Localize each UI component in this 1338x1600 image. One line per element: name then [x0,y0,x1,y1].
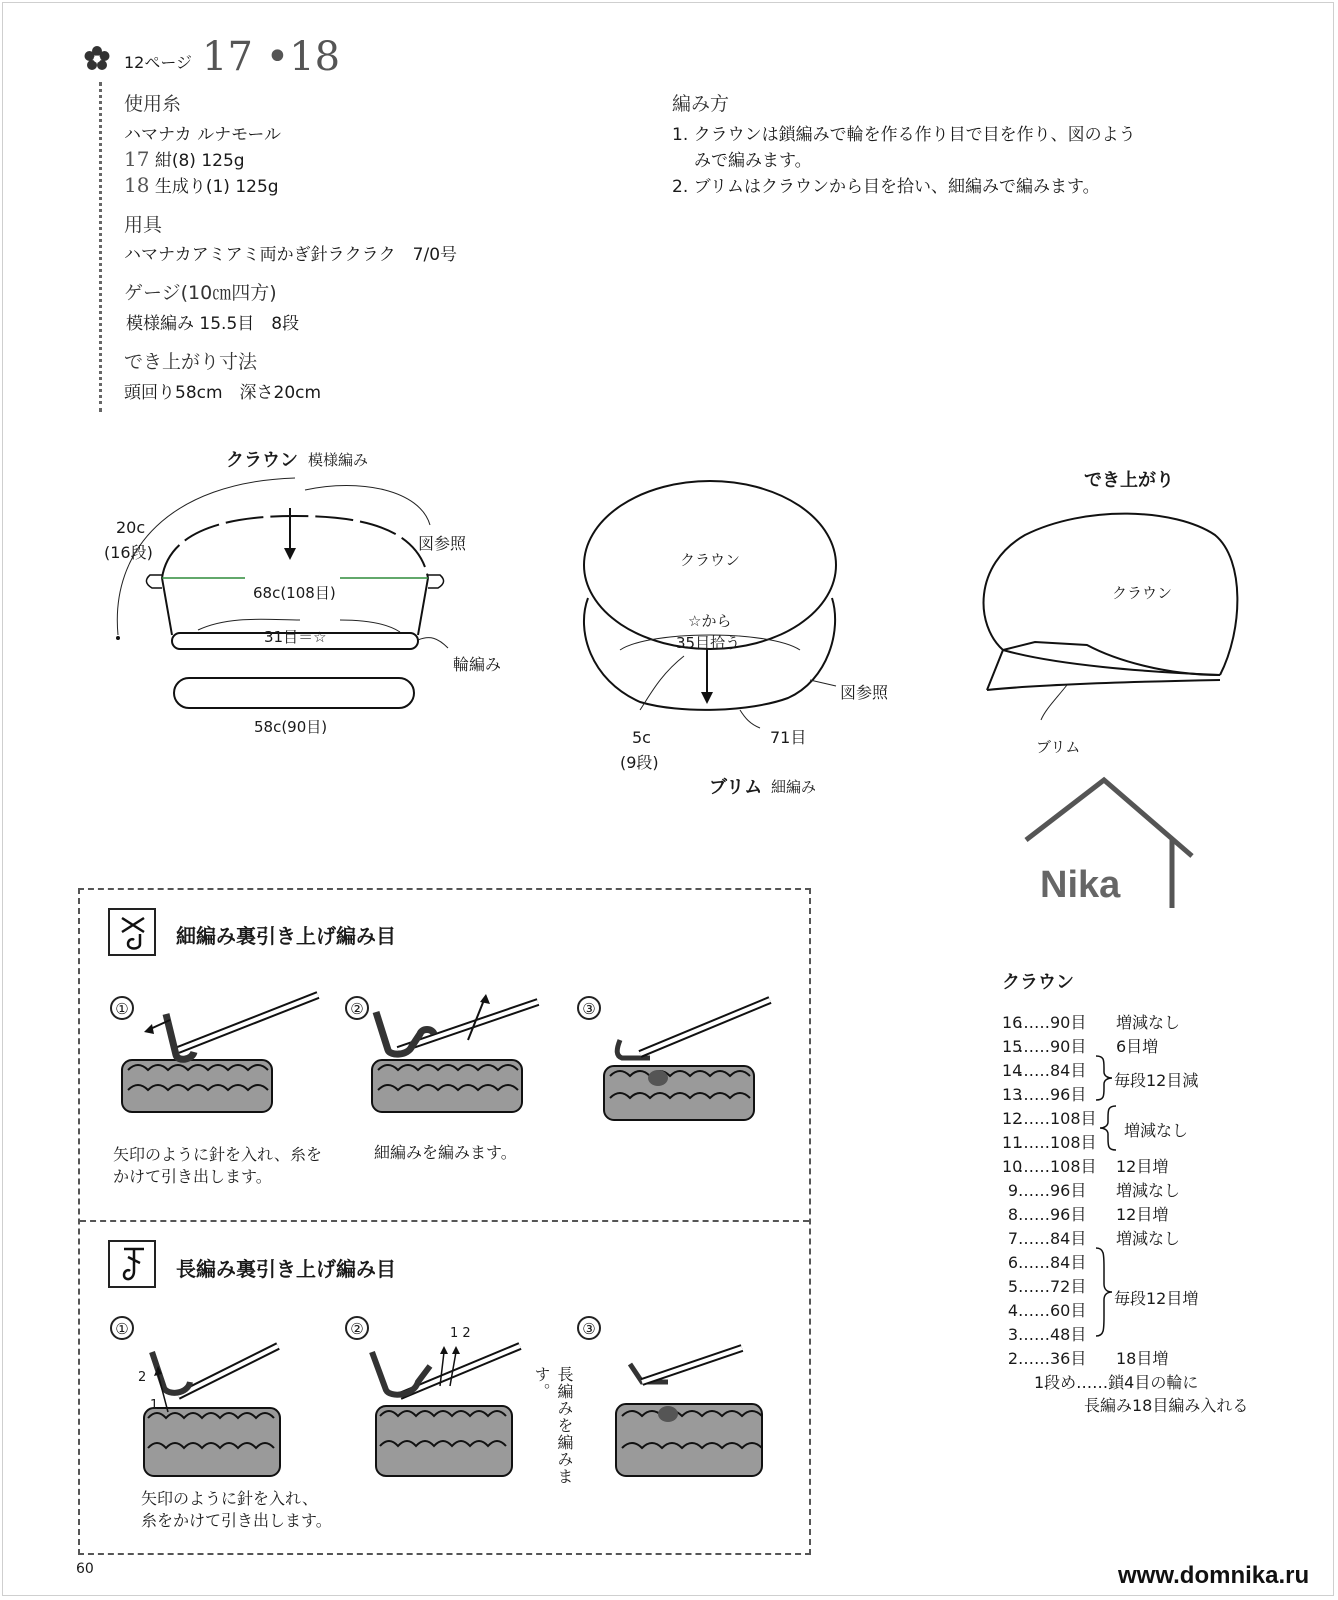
crown-row-number: 8 [1007,1205,1018,1224]
method-step1-line2: みで編みます。 [694,151,812,171]
crown-row [1002,1034,1158,1057]
crown-diagram [100,470,480,740]
dc-step-3-number: ③ [577,1316,601,1340]
crown-row [1002,1010,1180,1033]
size-heading: でき上がり寸法 [124,351,258,373]
crown-row-change: 増減なし [1116,1181,1181,1200]
crown-group-12-11: 増減なし [1124,1121,1189,1140]
method-step2: 2. ブリムはクラウンから目を拾い、細編みで編みます。 [672,177,1100,197]
dc-caption1-line1: 矢印のように針を入れ、 [141,1489,318,1508]
crown-row-stitches: ……108目 [1018,1109,1097,1128]
crown-row-number: 4 [1007,1301,1018,1320]
dc-nums-top: 1 2 [450,1326,471,1341]
crown-group-14-13: 毎段12目減 [1114,1071,1199,1090]
crown-row-stitches: ……72目 [1018,1277,1087,1296]
sc-caption2: 細編みを編みます。 [374,1143,517,1162]
brim-pick: 35目拾う [676,634,741,652]
crown-row-stitches: ……90目 [1018,1037,1087,1056]
brim-depth-rows: (9段) [620,753,659,772]
crown-depth-rows: (16段) [104,543,153,562]
crown-group-6-3: 毎段12目増 [1114,1289,1199,1308]
crown-diagram-title: クラウン [226,450,298,471]
finished-title: でき上がり [1084,470,1174,491]
dc-caption2-vertical: 長編みを編みます。 [532,1366,574,1485]
sc-caption1-line1: 矢印のように針を入れ、糸を [113,1145,322,1164]
crown-row-stitches: ……108目 [1018,1157,1097,1176]
crown-row-change: 12目増 [1116,1205,1169,1224]
finished-brim: ブリム [1036,738,1081,756]
crown-row-stitches: ……84目 [1018,1253,1087,1272]
crown-row-number: 2 [1007,1349,1018,1368]
crown-table-braces [1094,1054,1118,1354]
crown-row [1002,1154,1168,1177]
crown-row-change: 18目増 [1116,1349,1169,1368]
crown-row-number: 10 [1002,1157,1023,1176]
sc-step-2-illustration [368,1000,538,1120]
dc-step-3-illustration [612,1352,772,1482]
stitch-box-divider [80,1220,809,1222]
tools-heading: 用具 [124,214,163,236]
gauge-text: 模様編み 15.5目 8段 [126,314,300,334]
crown-row-number: 16 [1002,1013,1023,1032]
crown-row-stitches: ……96目 [1018,1181,1087,1200]
crown-row-1-line1: 1段め……鎖4目の輪に [1034,1373,1199,1392]
sc-symbol-icon [116,914,152,952]
brim-see-chart: 図参照 [840,683,889,702]
crown-row-number: 6 [1007,1253,1018,1272]
size-text: 頭回り58cm 深さ20cm [124,383,322,403]
brim-depth: 5c [632,728,651,747]
finished-hat-diagram [975,510,1245,740]
yarn-18: 18 生成り(1) 125g [124,173,279,197]
crown-row [1002,1226,1180,1249]
dc-step-2-illustration [370,1346,520,1482]
method-heading: 編み方 [672,93,730,115]
crown-row-number: 14 [1002,1061,1023,1080]
flower-icon [84,46,110,72]
sc-step-1-number: ① [110,996,134,1020]
pattern-numbers: 17 •18 [202,34,341,80]
dc-back-post-symbol [108,1240,156,1288]
brim-diagram-subtitle: 細編み [771,778,817,796]
sc-step-2-number: ② [345,996,369,1020]
dc-step-2-number: ② [345,1316,369,1340]
crown-row-change: 6目増 [1116,1037,1159,1056]
crown-diagram-subtitle: 模様編み [308,451,369,469]
sc-step-1-illustration [118,1000,278,1120]
crown-row-stitches: ……96目 [1018,1205,1087,1224]
crown-row-stitches: ……96目 [1018,1085,1087,1104]
page-ref: 12ページ [124,53,193,72]
dc-step-1-illustration [138,1352,288,1482]
page-number: 60 [76,1561,94,1577]
crown-row-1-line2: 長編み18目編み入れる [1084,1396,1249,1415]
crown-depth: 20c [116,518,146,537]
crown-row-number: 13 [1002,1085,1023,1104]
crown-row-stitches: ……60目 [1018,1301,1087,1320]
crown-row-change: 12目増 [1116,1157,1169,1176]
sc-step-3-illustration [600,1010,770,1130]
crown-row [1002,1178,1180,1201]
crown-bottom: 58c(90目) [254,718,328,736]
crown-row-stitches: ……90目 [1018,1013,1087,1032]
brim-from-star: ☆から [688,612,732,630]
crown-row-number: 9 [1007,1181,1018,1200]
gauge-heading: ゲージ(10㎝四方) [124,282,277,304]
crown-row-number: 12 [1002,1109,1023,1128]
crown-row-stitches: ……36目 [1018,1349,1087,1368]
crown-row-stitches: ……84目 [1018,1061,1087,1080]
crown-stitches: 31目＝☆ [264,628,327,646]
dc-title: 長編み裏引き上げ編み目 [176,1257,396,1281]
dc-num-2: 2 [138,1370,147,1385]
crown-row-number: 3 [1007,1325,1018,1344]
yarn-17: 17 紺(8) 125g [124,147,245,171]
crown-row [1002,1346,1168,1369]
yarn-name: ハマナカ ルナモール [124,125,282,145]
sc-back-post-symbol [108,908,156,956]
crown-row [1002,1202,1168,1225]
crown-row-stitches: ……84目 [1018,1229,1087,1248]
crown-row-number: 5 [1007,1277,1018,1296]
crown-see-chart: 図参照 [418,534,467,553]
tools-text: ハマナカアミアミ両かぎ針ラクラク 7/0号 [124,245,458,265]
finished-crown: クラウン [1112,584,1173,602]
dc-symbol-icon [118,1245,150,1285]
brim-diagram-title: ブリム [709,777,763,798]
crown-row-change: 増減なし [1116,1013,1181,1032]
yarn-heading: 使用糸 [124,93,182,115]
watermark-site: www.domnika.ru [1118,1562,1310,1589]
crown-round: 輪編み [453,655,502,674]
crown-table-heading: クラウン [1002,972,1074,993]
dc-step-1-number: ① [110,1316,134,1340]
dotted-guide [99,82,102,412]
sc-step-3-number: ③ [577,996,601,1020]
sc-caption1-line2: かけて引き出します。 [113,1167,272,1186]
dc-num-1: 1 [150,1398,159,1413]
method-step1-line1: 1. クラウンは鎖編みで輪を作る作り目で目を作り、図のよう [672,125,1136,145]
crown-row-stitches: ……48目 [1018,1325,1087,1344]
crown-row-number: 15 [1002,1037,1023,1056]
sc-title: 細編み裏引き上げ編み目 [176,924,396,948]
crown-row-number: 11 [1002,1133,1023,1152]
crown-row-number: 7 [1007,1229,1018,1248]
brim-crown-label: クラウン [680,551,741,569]
watermark-logo-text: Nika [1040,864,1121,906]
crown-row-change: 増減なし [1116,1229,1181,1248]
brim-count: 71目 [770,728,807,747]
dc-caption1-line2: 糸をかけて引き出します。 [141,1511,332,1530]
crown-width: 68c(108目) [253,584,336,602]
crown-row-stitches: ……108目 [1018,1133,1097,1152]
